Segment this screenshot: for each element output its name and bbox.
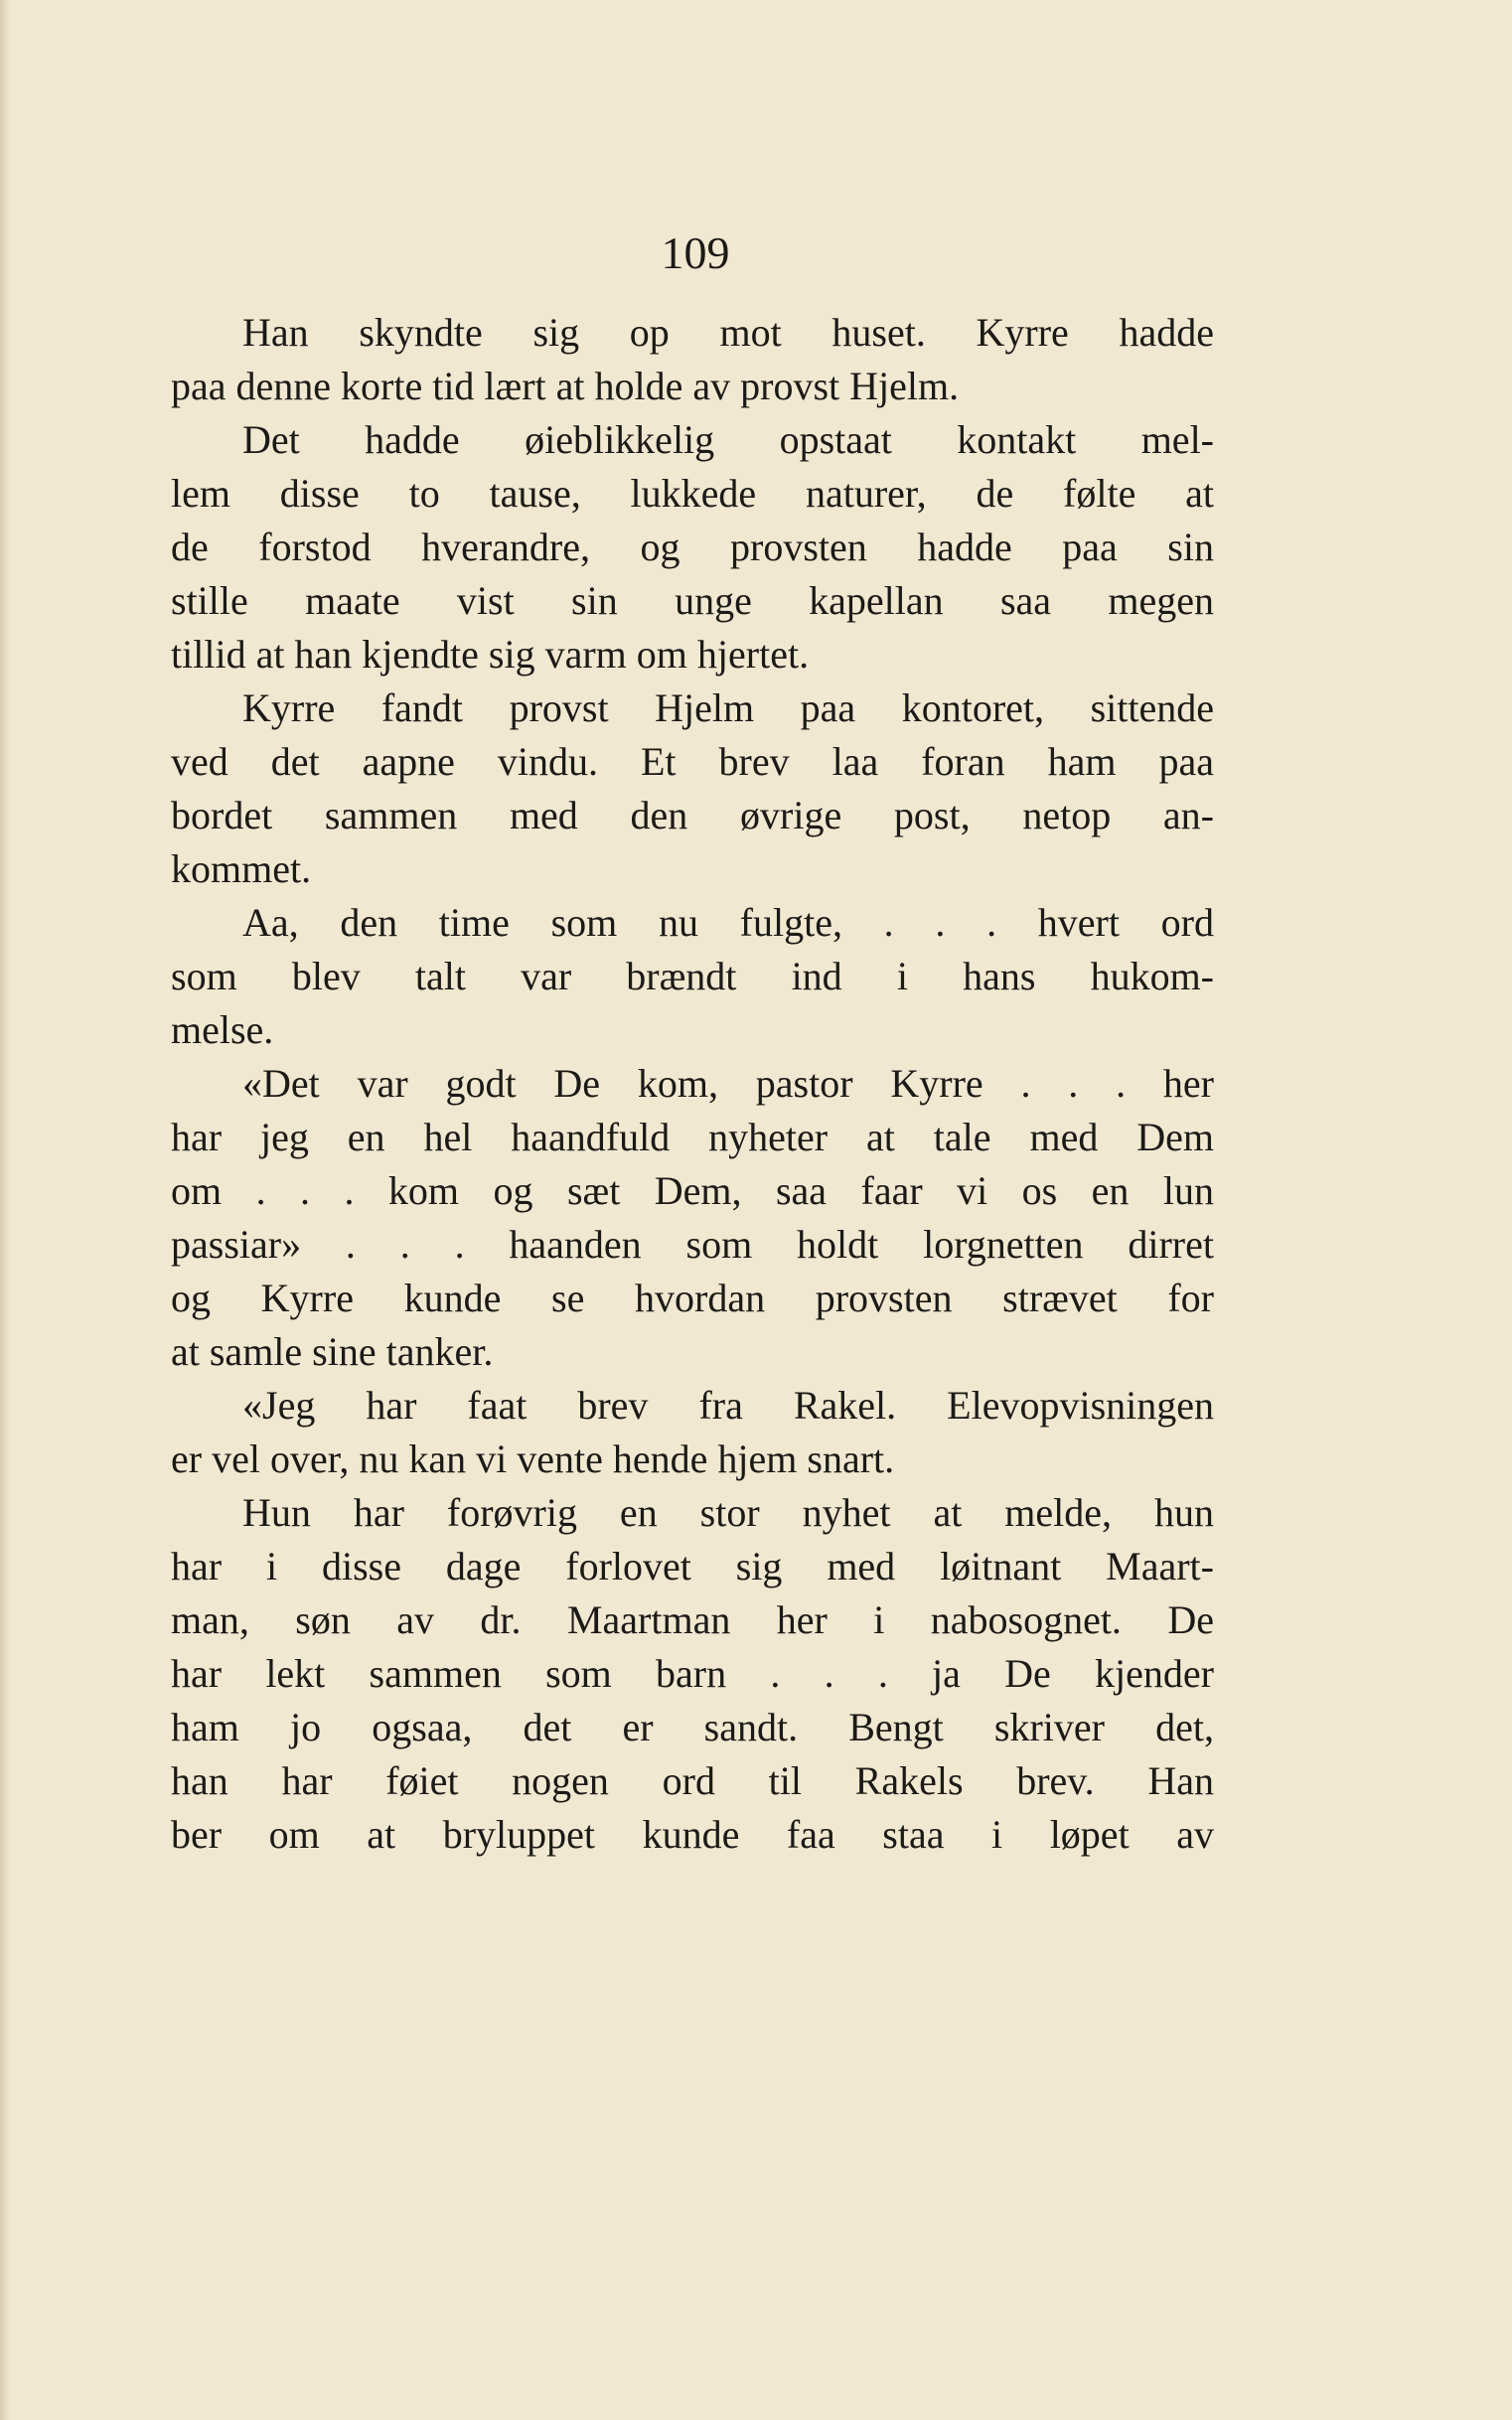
- text-line: stille maate vist sin unge kapellan saa megen: [171, 578, 1214, 623]
- text-line: Han skyndte sig op mot huset. Kyrre hadde: [242, 310, 1214, 355]
- text-line: Kyrre fandt provst Hjelm paa kontoret, sittende: [242, 685, 1214, 730]
- text-line: og Kyrre kunde se hvordan provsten strævet for: [171, 1276, 1214, 1320]
- body-text: [171, 306, 1214, 1862]
- text-line: han har føiet nogen ord til Rakels brev. Han: [171, 1758, 1214, 1803]
- text-line: Aa, den time som nu fulgte, . . . hvert ord: [242, 900, 1214, 945]
- text-line: «Det var godt De kom, pastor Kyrre . . . her: [242, 1061, 1214, 1106]
- text-line: ber om at bryluppet kunde faa staa i løpet av: [171, 1812, 1214, 1857]
- text-line: Det hadde øieblikkelig opstaat kontakt mel-: [242, 417, 1214, 462]
- text-line: kommet.: [171, 846, 312, 891]
- text-line: passiar» . . . haanden som holdt lorgnetten dirret: [171, 1222, 1214, 1267]
- text-line: ved det aapne vindu. Et brev laa foran ham paa: [171, 739, 1214, 784]
- text-line: som blev talt var brændt ind i hans hukom-: [171, 954, 1214, 998]
- text-line: har jeg en hel haandfuld nyheter at tale med Dem: [171, 1115, 1214, 1159]
- text-line: tillid at han kjendte sig varm om hjertet.: [171, 632, 810, 677]
- text-line: melse.: [171, 1007, 274, 1052]
- text-line: de forstod hverandre, og provsten hadde paa sin: [171, 525, 1214, 569]
- text-line: paa denne korte tid lært at holde av provst Hjelm.: [171, 364, 960, 408]
- text-line: er vel over, nu kan vi vente hende hjem snart.: [171, 1437, 895, 1481]
- text-line: lem disse to tause, lukkede naturer, de følte at: [171, 471, 1214, 516]
- text-line: «Jeg har faat brev fra Rakel. Elevopvisningen: [242, 1383, 1214, 1428]
- text-line: ham jo ogsaa, det er sandt. Bengt skriver det,: [171, 1705, 1214, 1749]
- text-line: har lekt sammen som barn . . . ja De kjender: [171, 1651, 1214, 1696]
- page-edge-shadow: [0, 0, 10, 2420]
- text-line: man, søn av dr. Maartman her i nabosognet. De: [171, 1597, 1214, 1642]
- text-line: at samle sine tanker.: [171, 1329, 494, 1374]
- text-line: om . . . kom og sæt Dem, saa faar vi os en lun: [171, 1168, 1214, 1213]
- page-number: 109: [661, 227, 730, 278]
- text-line: Hun har forøvrig en stor nyhet at melde, hun: [242, 1490, 1214, 1535]
- text-line: har i disse dage forlovet sig med løitnant Maart-: [171, 1544, 1214, 1588]
- text-line: bordet sammen med den øvrige post, netop an-: [171, 793, 1214, 837]
